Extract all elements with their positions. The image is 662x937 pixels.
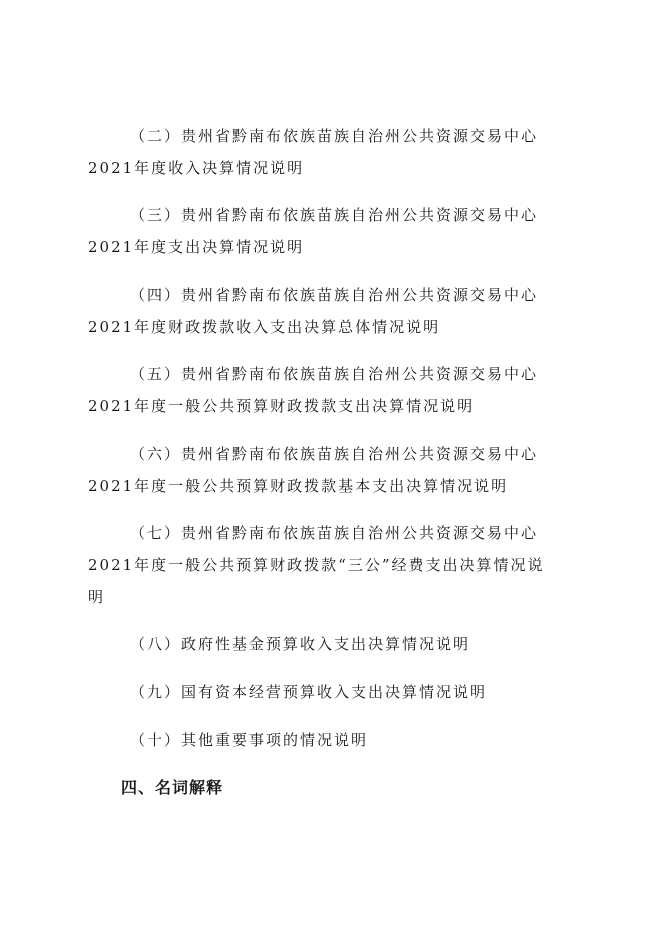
item-10-title: （十）其他重要事项的情况说明	[130, 731, 369, 749]
item-5-title-line2: 2021年度一般公共预算财政拨款支出决算情况说明	[88, 397, 475, 415]
item-9-title: （九）国有资本经营预算收入支出决算情况说明	[130, 683, 488, 701]
item-7-title-line1: （七）贵州省黔南布依族苗族自治州公共资源交易中心	[130, 524, 539, 542]
item-2-title-line1: （二）贵州省黔南布依族苗族自治州公共资源交易中心	[130, 127, 539, 145]
item-6-title-line2: 2021年度一般公共预算财政拨款基本支出决算情况说明	[88, 477, 509, 495]
item-8-title: （八）政府性基金预算收入支出决算情况说明	[130, 635, 471, 653]
item-5-title-line1: （五）贵州省黔南布依族苗族自治州公共资源交易中心	[130, 365, 539, 383]
item-2-title-line2: 2021年度收入决算情况说明	[88, 159, 305, 177]
item-4-title-line1: （四）贵州省黔南布依族苗族自治州公共资源交易中心	[130, 286, 539, 304]
item-4-title-line2: 2021年度财政拨款收入支出决算总体情况说明	[88, 318, 441, 336]
section-heading: 四、名词解释	[121, 778, 224, 797]
item-6-title-line1: （六）贵州省黔南布依族苗族自治州公共资源交易中心	[130, 445, 539, 463]
item-3-title-line2: 2021年度支出决算情况说明	[88, 238, 305, 256]
item-7-title-line2: 2021年度一般公共预算财政拨款“三公”经费支出决算情况说	[88, 556, 545, 574]
item-7-title-line3: 明	[88, 588, 106, 606]
item-3-title-line1: （三）贵州省黔南布依族苗族自治州公共资源交易中心	[130, 206, 539, 224]
